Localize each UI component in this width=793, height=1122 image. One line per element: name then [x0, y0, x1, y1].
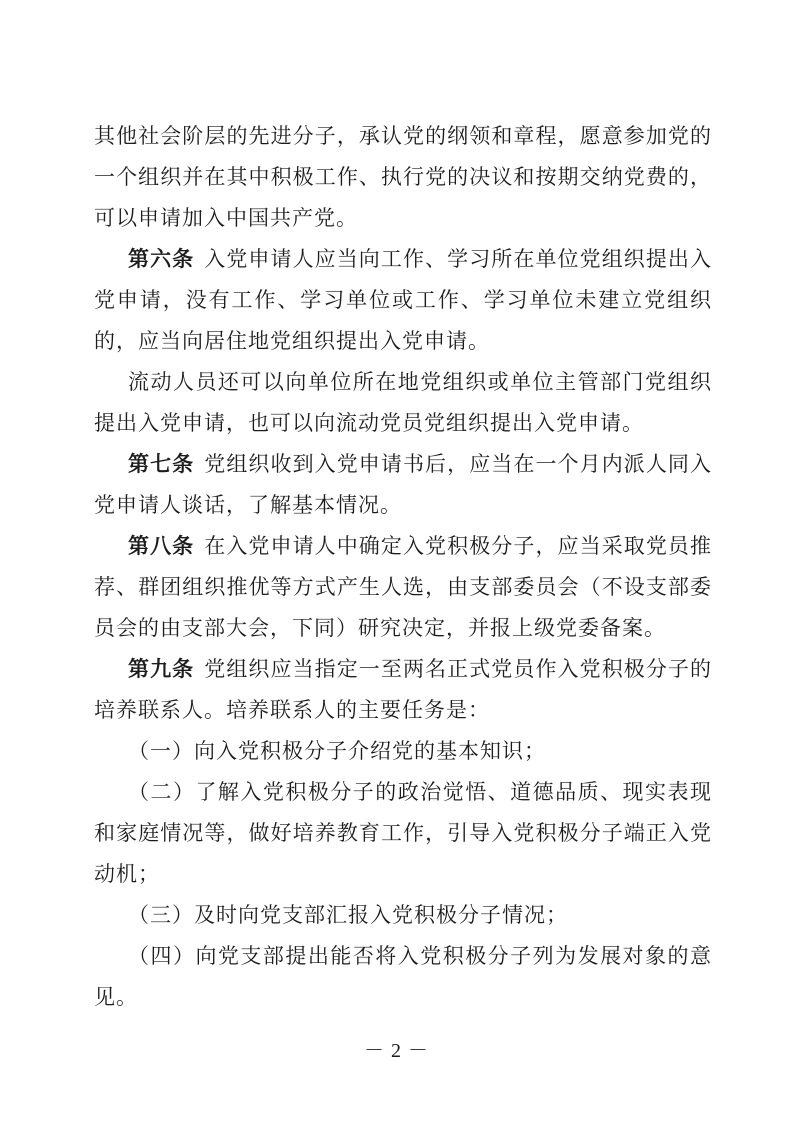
- paragraph-mobile-personnel: 流动人员还可以向单位所在地党组织或单位主管部门党组织提出入党申请，也可以向流动党员党组织提出入党申请。: [94, 370, 712, 435]
- page-number: － 2 －: [364, 1040, 429, 1062]
- list-item-4: （四）向党支部提出能否将入党积极分子列为发展对象的意见。: [94, 944, 712, 1009]
- paragraph-article-9: [94, 649, 712, 731]
- article-6-text: 入党申请人应当向工作、学习所在单位党组织提出入党申请，没有工作、学习单位或工作、学习单位未建立党组织的，应当向居住地党组织提出入党申请。: [94, 247, 713, 353]
- article-6-label: 第六条: [128, 248, 195, 271]
- paragraph-article-8: [94, 526, 712, 649]
- article-8-text: 在入党申请人中确定入党积极分子，应当采取党员推荐、群团组织推优等方式产生人选，由支部委员会（不设支部委员会的由支部大会，下同）研究决定，并报上级党委备案。: [94, 534, 713, 640]
- paragraph-continuation: 其他社会阶层的先进分子，承认党的纲领和章程，愿意参加党的一个组织并在其中积极工作、执行党的决议和按期交纳党费的，可以申请加入中国共产党。: [94, 124, 712, 230]
- document-body: [94, 116, 712, 1018]
- paragraph-article-7: [94, 444, 712, 526]
- article-7-label: 第七条: [128, 453, 195, 476]
- list-item-1: （一）向入党积极分子介绍党的基本知识；: [128, 739, 546, 763]
- article-7-text: 党组织收到入党申请书后，应当在一个月内派人同入党申请人谈话，了解基本情况。: [94, 452, 713, 517]
- article-8-label: 第八条: [128, 535, 195, 558]
- list-item-3: （三）及时向党支部汇报入党积极分子情况；: [128, 903, 568, 927]
- page-footer: [0, 1036, 793, 1066]
- article-9-text: 党组织应当指定一至两名正式党员作入党积极分子的培养联系人。培养联系人的主要任务是：: [94, 657, 713, 722]
- article-9-label: 第九条: [128, 658, 195, 681]
- list-item-2: （二）了解入党积极分子的政治觉悟、道德品质、现实表现和家庭情况等，做好培养教育工作，引导入党积极分子端正入党动机；: [94, 780, 712, 886]
- paragraph-article-6: [94, 239, 712, 362]
